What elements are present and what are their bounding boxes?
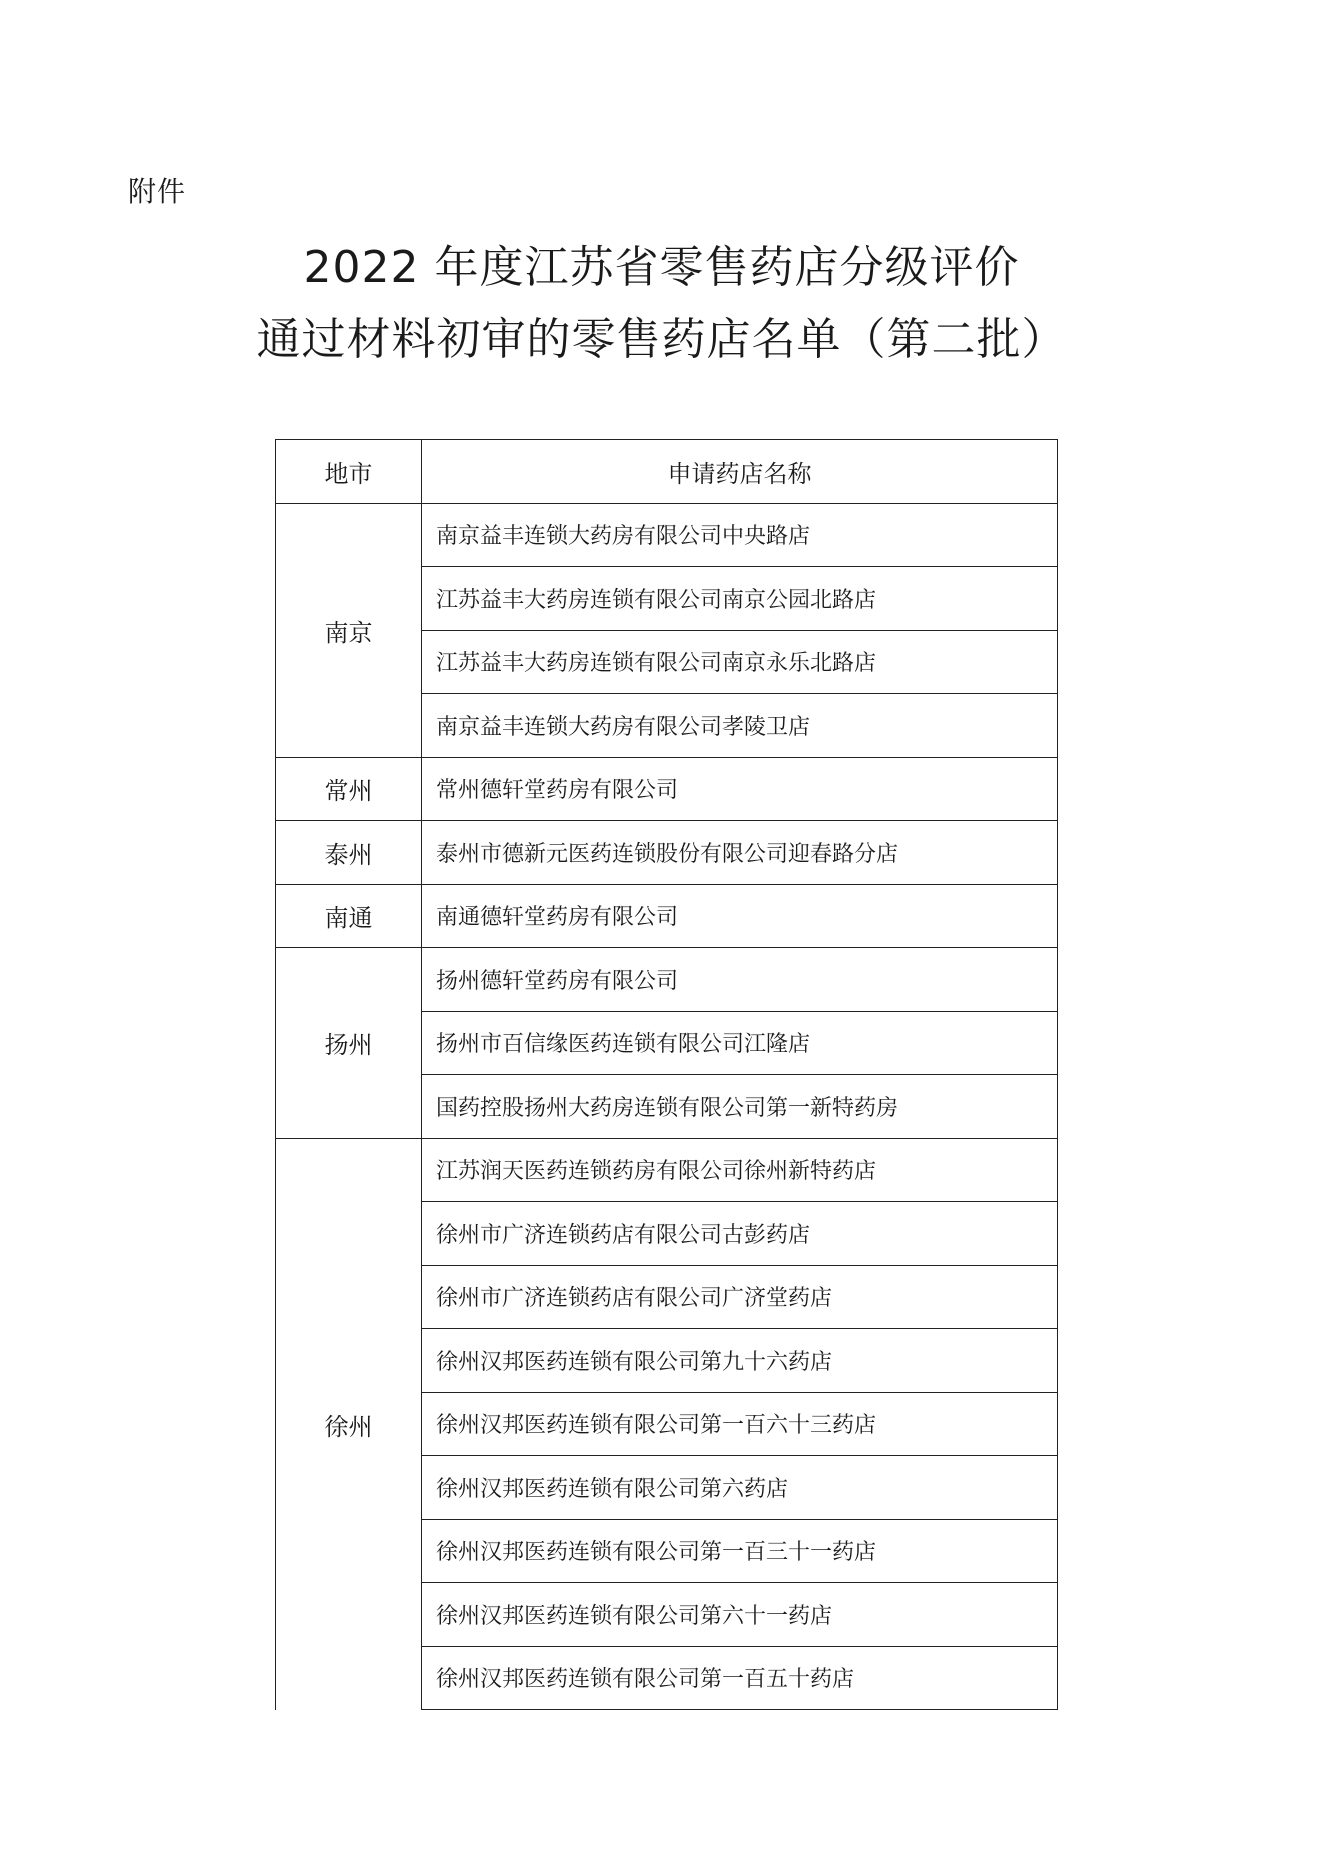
- store-name-cell: 国药控股扬州大药房连锁有限公司第一新特药房: [422, 1075, 1058, 1139]
- store-name-cell: 江苏益丰大药房连锁有限公司南京公园北路店: [422, 567, 1058, 631]
- city-cell: 泰州: [276, 821, 422, 885]
- header-store-name: 申请药店名称: [422, 440, 1058, 504]
- city-cell: 扬州: [276, 948, 422, 1139]
- title-line-2: 通过材料初审的零售药店名单（第二批）: [256, 314, 1067, 365]
- store-name-cell: 泰州市德新元医药连锁股份有限公司迎春路分店: [422, 821, 1058, 885]
- pharmacy-list-table: [275, 439, 1058, 1710]
- table-header-row: [276, 440, 1058, 504]
- table-row: [276, 821, 1058, 885]
- city-cell: 南京: [276, 503, 422, 757]
- city-cell: 徐州: [276, 1138, 422, 1710]
- store-name-cell: 徐州汉邦医药连锁有限公司第一百三十一药店: [422, 1519, 1058, 1583]
- store-name-cell: 徐州汉邦医药连锁有限公司第六药店: [422, 1456, 1058, 1520]
- store-name-cell: 扬州市百信缘医药连锁有限公司江隆店: [422, 1011, 1058, 1075]
- store-name-cell: 江苏润天医药连锁药房有限公司徐州新特药店: [422, 1138, 1058, 1202]
- city-cell: 常州: [276, 757, 422, 821]
- attachment-label: 附件: [128, 175, 187, 208]
- table-body: [276, 503, 1058, 1710]
- store-name-cell: 徐州市广济连锁药店有限公司古彭药店: [422, 1202, 1058, 1266]
- table-row: [276, 948, 1058, 1012]
- table-row: [276, 884, 1058, 948]
- store-name-cell: 徐州汉邦医药连锁有限公司第九十六药店: [422, 1329, 1058, 1393]
- store-name-cell: 南京益丰连锁大药房有限公司孝陵卫店: [422, 694, 1058, 758]
- store-name-cell: 徐州汉邦医药连锁有限公司第六十一药店: [422, 1583, 1058, 1647]
- table-row: [276, 757, 1058, 821]
- table-row: [276, 503, 1058, 567]
- store-name-cell: 徐州市广济连锁药店有限公司广济堂药店: [422, 1265, 1058, 1329]
- city-cell: 南通: [276, 884, 422, 948]
- document-title: [0, 232, 1323, 376]
- table-row: [276, 1138, 1058, 1202]
- store-name-cell: 徐州汉邦医药连锁有限公司第一百五十药店: [422, 1646, 1058, 1710]
- store-name-cell: 徐州汉邦医药连锁有限公司第一百六十三药店: [422, 1392, 1058, 1456]
- store-name-cell: 江苏益丰大药房连锁有限公司南京永乐北路店: [422, 630, 1058, 694]
- header-city: 地市: [276, 440, 422, 504]
- store-name-cell: 南京益丰连锁大药房有限公司中央路店: [422, 503, 1058, 567]
- store-name-cell: 南通德轩堂药房有限公司: [422, 884, 1058, 948]
- title-line-1: 2022 年度江苏省零售药店分级评价: [303, 242, 1020, 293]
- store-name-cell: 扬州德轩堂药房有限公司: [422, 948, 1058, 1012]
- store-name-cell: 常州德轩堂药房有限公司: [422, 757, 1058, 821]
